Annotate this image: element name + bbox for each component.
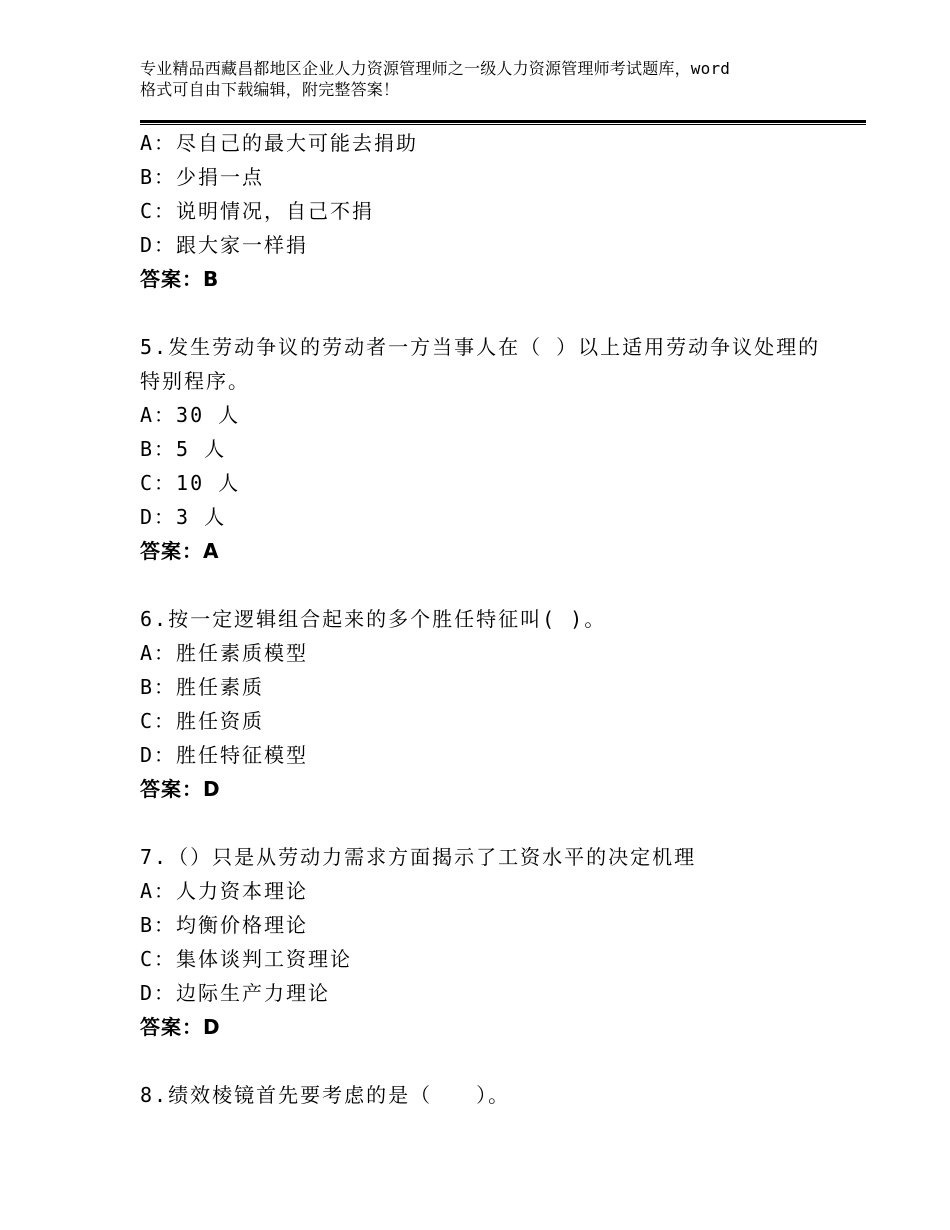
question-7 — [140, 840, 866, 1044]
question-stem: 6.按一定逻辑组合起来的多个胜任特征叫( )。 — [140, 607, 607, 631]
document-header — [140, 58, 840, 100]
question-stem: 7.（）只是从劳动力需求方面揭示了工资水平的决定机理 — [140, 845, 697, 869]
option-b: B：胜任素质 — [140, 675, 265, 699]
option-c: C：集体谈判工资理论 — [140, 947, 353, 971]
header-line-2: 格式可自由下载编辑，附完整答案！ — [140, 80, 400, 99]
question-stem-continued: 特别程序。 — [140, 369, 250, 393]
question-stem: 8.绩效棱镜首先要考虑的是（ ）。 — [140, 1083, 511, 1107]
option-d: D：3 人 — [140, 505, 227, 529]
question-4 — [140, 126, 866, 296]
option-d: D：胜任特征模型 — [140, 743, 309, 767]
option-b: B：少捐一点 — [140, 165, 265, 189]
answer: 答案：D — [140, 1015, 221, 1039]
question-5 — [140, 330, 866, 568]
option-c: C：胜任资质 — [140, 709, 265, 733]
option-d: D：跟大家一样捐 — [140, 233, 309, 257]
question-6 — [140, 602, 866, 806]
answer: 答案：A — [140, 539, 220, 563]
option-a: A：30 人 — [140, 403, 241, 427]
option-a: A：胜任素质模型 — [140, 641, 309, 665]
answer: 答案：D — [140, 777, 221, 801]
option-b: B：5 人 — [140, 437, 227, 461]
option-a: A：尽自己的最大可能去捐助 — [140, 131, 419, 155]
option-d: D：边际生产力理论 — [140, 981, 331, 1005]
header-line-1: 专业精品西藏昌都地区企业人力资源管理师之一级人力资源管理师考试题库，word — [140, 59, 731, 78]
option-c: C：10 人 — [140, 471, 241, 495]
option-c: C：说明情况，自己不捐 — [140, 199, 375, 223]
header-divider — [140, 120, 866, 125]
question-list — [140, 126, 866, 1112]
question-stem: 5.发生劳动争议的劳动者一方当事人在（ ）以上适用劳动争议处理的 — [140, 335, 821, 359]
answer: 答案：B — [140, 267, 220, 291]
question-8 — [140, 1078, 866, 1112]
option-a: A：人力资本理论 — [140, 879, 309, 903]
option-b: B：均衡价格理论 — [140, 913, 309, 937]
